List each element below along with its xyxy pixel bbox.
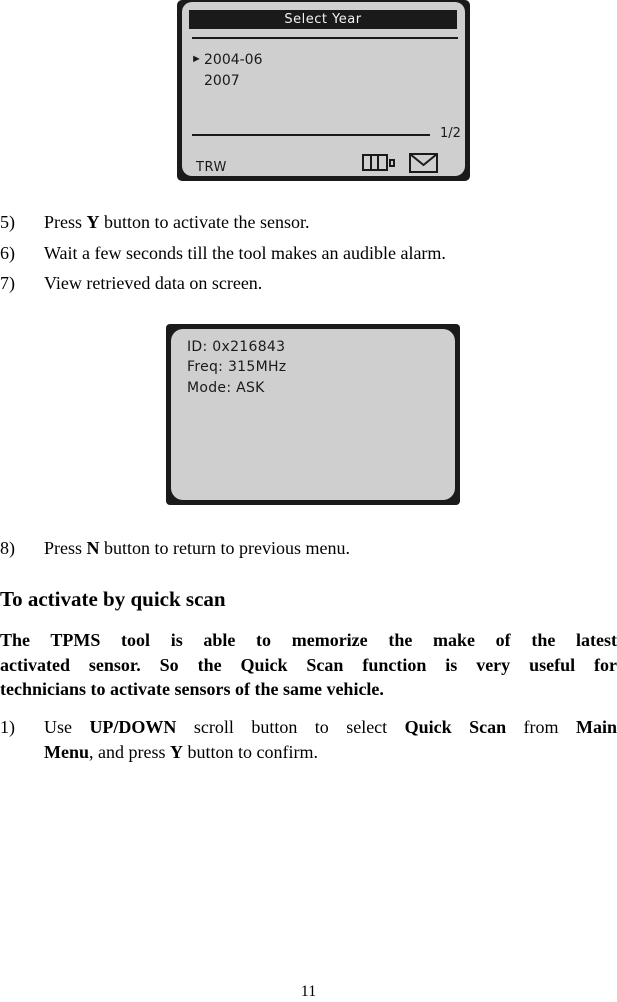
sensor-brand: TRW bbox=[196, 160, 227, 175]
section-paragraph bbox=[0, 628, 617, 702]
battery-icon bbox=[362, 154, 388, 171]
step-number: 7) bbox=[0, 273, 15, 293]
step-text-part: Press bbox=[44, 212, 87, 232]
page-divider bbox=[192, 134, 430, 136]
lcd-display bbox=[171, 329, 455, 500]
page-indicator: 1/2 bbox=[440, 126, 461, 141]
step-text bbox=[44, 211, 309, 233]
key-name: Y bbox=[169, 742, 183, 762]
page-number: 11 bbox=[300, 983, 317, 1000]
device-screen-sensor-data bbox=[166, 324, 460, 505]
text-part: , and press bbox=[89, 742, 170, 762]
text-part: Use bbox=[44, 717, 90, 737]
step-key: N bbox=[86, 538, 100, 558]
text-part: button to confirm. bbox=[182, 742, 318, 762]
selection-arrow-icon: ► bbox=[191, 53, 202, 65]
section-heading: To activate by quick scan bbox=[0, 587, 226, 611]
envelope-icon bbox=[409, 153, 438, 173]
step-text: Wait a few seconds till the tool makes an audible alarm. bbox=[44, 243, 446, 263]
step-text bbox=[44, 715, 617, 765]
step-text-part: Press bbox=[44, 538, 87, 558]
text-part: scroll button to select bbox=[176, 717, 405, 737]
year-option[interactable]: 2007 bbox=[204, 73, 240, 89]
battery-tip-icon bbox=[389, 159, 395, 167]
step-text-part: button to activate the sensor. bbox=[99, 212, 310, 232]
title-divider bbox=[192, 37, 458, 39]
sensor-id: ID: 0x216843 bbox=[187, 339, 286, 355]
step-key: Y bbox=[86, 212, 100, 232]
step-number: 1) bbox=[0, 717, 15, 737]
key-name: Quick Scan bbox=[404, 717, 507, 737]
key-name: Main bbox=[575, 717, 617, 737]
step-number: 6) bbox=[0, 243, 15, 263]
device-screen-select-year bbox=[177, 0, 470, 181]
step-line bbox=[44, 740, 617, 765]
sensor-frequency: Freq: 315MHz bbox=[187, 359, 287, 375]
lcd-display bbox=[182, 2, 465, 176]
step-line bbox=[44, 715, 617, 740]
year-option-selected[interactable]: 2004-06 bbox=[204, 52, 263, 68]
step-text: View retrieved data on screen. bbox=[44, 273, 263, 293]
screen-title: Select Year bbox=[189, 10, 457, 29]
paragraph-line: activated sensor. So the Quick Scan function is very useful for bbox=[0, 654, 617, 675]
sensor-mode: Mode: ASK bbox=[187, 380, 265, 396]
text-part: from bbox=[506, 717, 576, 737]
step-text bbox=[44, 537, 350, 559]
step-text-part: button to return to previous menu. bbox=[99, 538, 350, 558]
paragraph-line: technicians to activate sensors of the same vehicle. bbox=[0, 679, 384, 699]
step-number: 5) bbox=[0, 212, 15, 232]
key-name: UP/DOWN bbox=[89, 717, 177, 737]
step-number: 8) bbox=[0, 538, 15, 558]
key-name: Menu bbox=[44, 742, 89, 762]
paragraph-line: The TPMS tool is able to memorize the make of the latest bbox=[0, 630, 617, 650]
